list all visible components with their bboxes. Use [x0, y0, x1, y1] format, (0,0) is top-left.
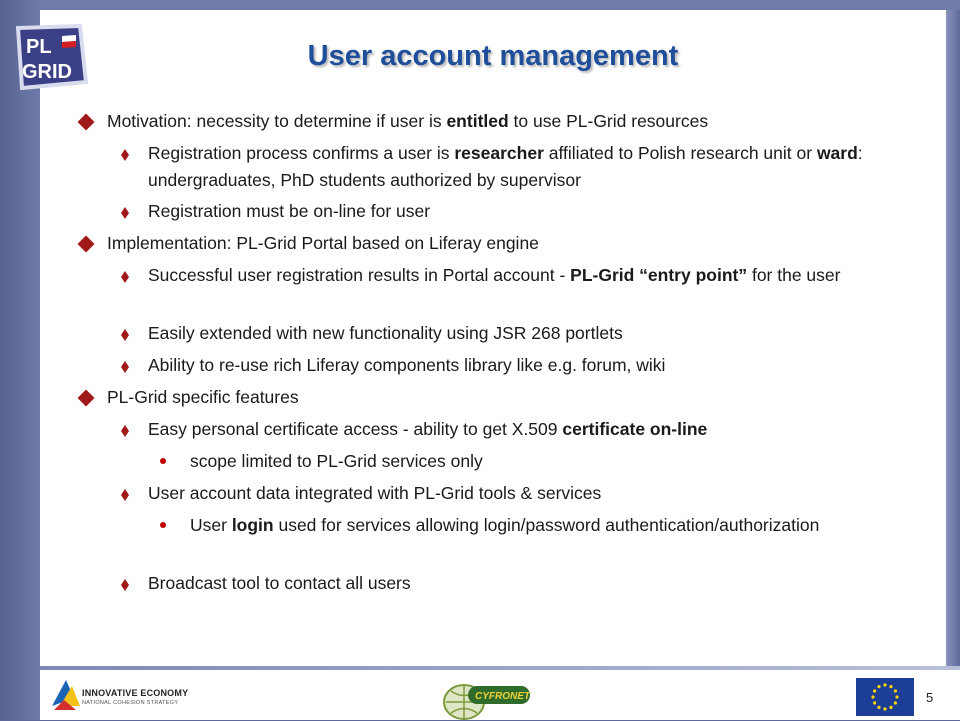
- dot-bullet-icon: [160, 458, 166, 464]
- bullet-text: Broadcast tool to contact all users: [148, 573, 411, 593]
- bullet-text: User account data integrated with PL-Grid tools & services: [148, 483, 602, 503]
- logo-text-grid: GRID: [22, 61, 72, 83]
- bullet-text: Registration process confirms a user is researcher affiliated to Polish research unit or ward: undergraduates, PhD students authorized by supervisor: [148, 143, 863, 190]
- left-band: [0, 0, 40, 720]
- slide-title: User account management: [307, 40, 679, 72]
- bullet-text: Motivation: necessity to determine if user is entitled to use PL-Grid resources: [107, 111, 709, 131]
- eu-stars-icon: [856, 678, 914, 716]
- cyfronet-label: CYFRONET: [475, 691, 530, 702]
- small-diamond-bullet-icon: [121, 148, 129, 166]
- cyfronet-logo: [442, 676, 532, 720]
- small-diamond-bullet-icon: [121, 270, 129, 288]
- bullet-text: Easily extended with new functionality using JSR 268 portlets: [148, 323, 623, 343]
- bullet-text: PL-Grid specific features: [107, 387, 299, 407]
- small-diamond-bullet-icon: [121, 206, 129, 224]
- small-diamond-bullet-icon: [121, 360, 129, 378]
- eu-flag: [856, 678, 914, 716]
- bullet-text: Implementation: PL-Grid Portal based on Liferay engine: [107, 233, 539, 253]
- bullet-text: User login used for services allowing login/password authentication/authorization: [190, 515, 820, 535]
- bullet-text: Registration must be on-line for user: [148, 201, 431, 221]
- small-diamond-bullet-icon: [121, 328, 129, 346]
- bullet-text: scope limited to PL-Grid services only: [190, 451, 483, 471]
- bullet-text: Ability to re-use rich Liferay components library like e.g. forum, wiki: [148, 355, 666, 375]
- small-diamond-bullet-icon: [121, 488, 129, 506]
- top-band: [0, 0, 960, 10]
- innovative-economy-label: INNOVATIVE ECONOMY: [82, 688, 189, 698]
- dot-bullet-icon: [160, 522, 166, 528]
- small-diamond-bullet-icon: [121, 578, 129, 596]
- logo-text-pl: PL: [26, 36, 52, 58]
- page-number: 5: [926, 690, 934, 705]
- small-diamond-bullet-icon: [121, 424, 129, 442]
- bullet-text: Easy personal certificate access - ability to get X.509 certificate on-line: [148, 419, 708, 439]
- cohesion-strategy-label: NATIONAL COHESION STRATEGY: [82, 700, 179, 706]
- bullet-text: Successful user registration results in Portal account - PL-Grid “entry point” for the user: [148, 265, 841, 285]
- right-band: [946, 10, 960, 666]
- footer-separator: [40, 666, 960, 670]
